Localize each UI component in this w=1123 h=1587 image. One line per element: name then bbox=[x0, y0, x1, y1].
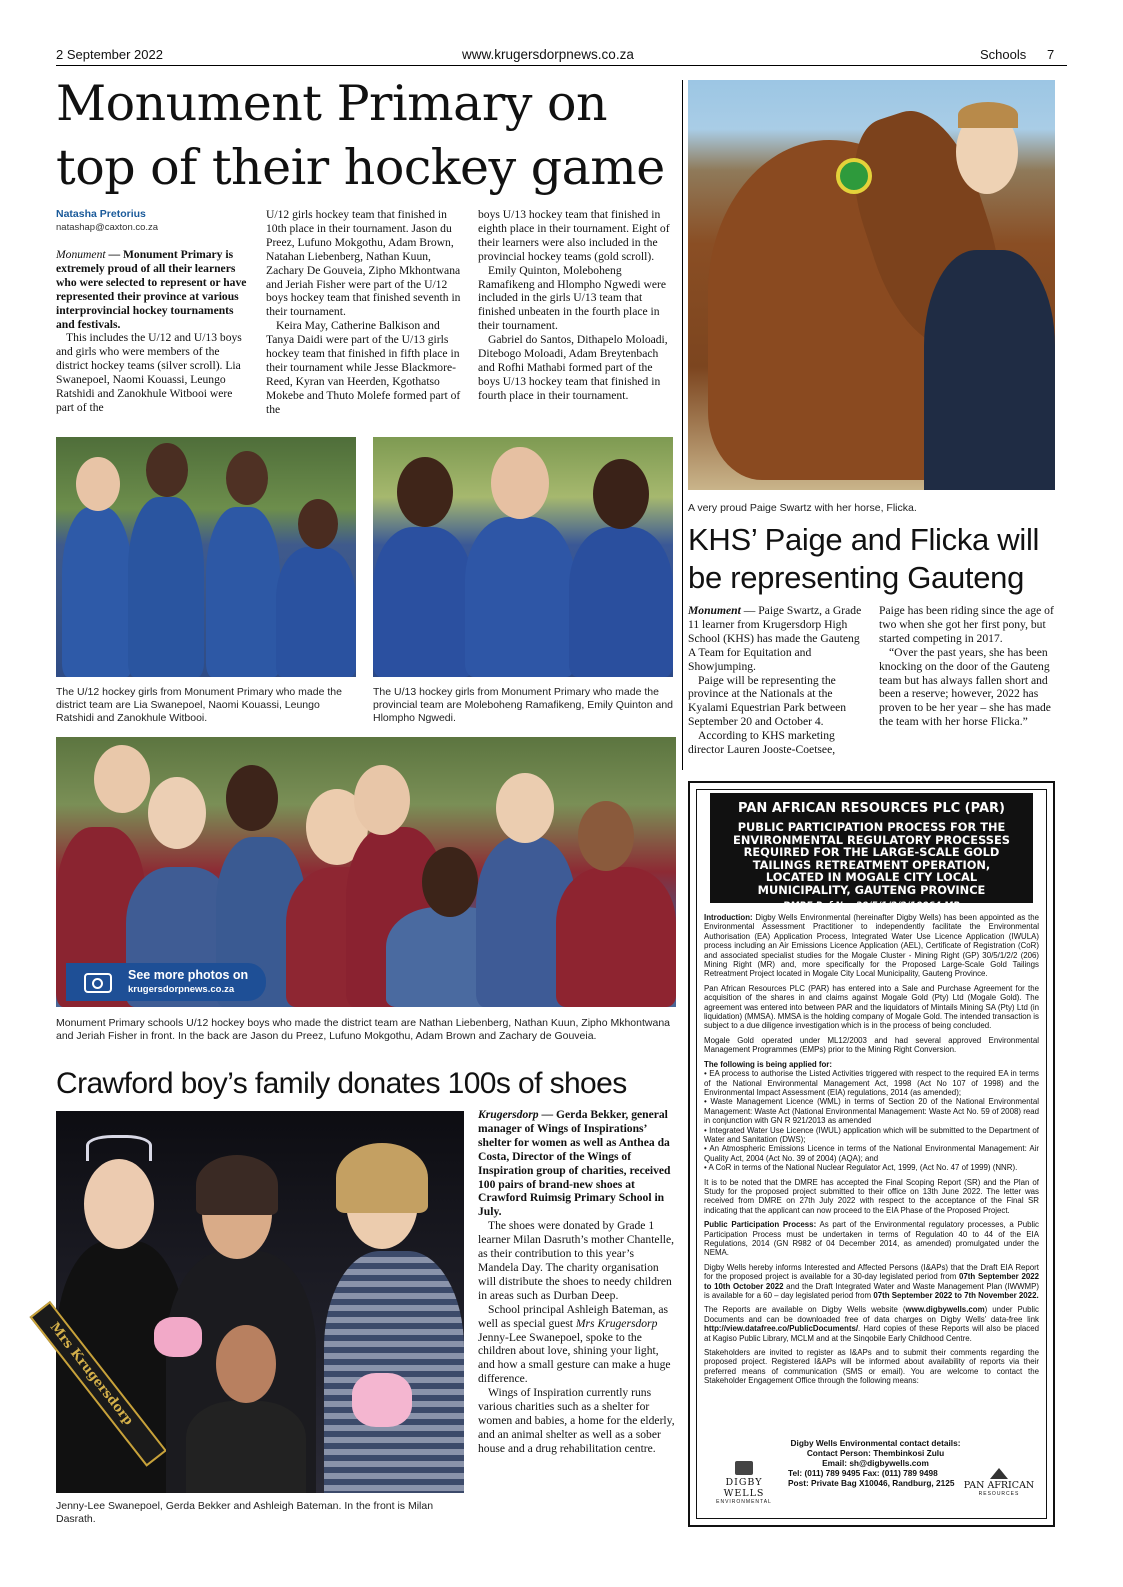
notice-ref: DMRE Ref No: 30/5/1/2/2/10064 MR bbox=[782, 900, 961, 911]
notice-title: PUBLIC PARTICIPATION PROCESS FOR THE ENVIRONMENTAL REGULATORY PROCESSES REQUIRED FOR THE LARGE-SCALE GOLD TAILINGS RETREATMENT OPERATION, LOCATED IN MOGALE CITY LOCAL MUNICIPALITY, GAUTENG PROVINCE bbox=[733, 820, 1010, 897]
crawford-column bbox=[478, 1108, 676, 1528]
hockey-col2-p2: Keira May, Catherine Balkison and Tanya Daidi were part of the U/13 girls hockey team that finished in fifth place in their tournament while Jesse Blackmore-Reed, Kyran van Heerden, Kgothatso Mokebe and Thuto Molefe formed part of the bbox=[266, 319, 461, 416]
notice-contact-email[interactable]: Email: sh@digbywells.com bbox=[822, 1458, 929, 1468]
khs-column-1 bbox=[688, 604, 865, 770]
u12-boys-caption: Monument Primary schools U/12 hockey boys who made the district team are Nathan Liebenberg, Nathan Kuun, Zipho Mkhontwana and Jeriah Fisher in front. In the back are Jason du Preez, Lufuno Mokgothu, Adam Brown and Zachary de Gouveia. bbox=[56, 1017, 670, 1042]
header-rule bbox=[56, 65, 1067, 66]
khs-col1-p1: — Paige Swartz, a Grade 11 learner from Krugersdorp High School (KHS) has made the Gauteng A Team for Equitation and Showjumping. bbox=[688, 604, 862, 673]
u12-boys-photo bbox=[56, 737, 676, 1007]
sash-text: Mrs Krugersdorp bbox=[46, 1319, 136, 1429]
notice-company: PAN AFRICAN RESOURCES PLC (PAR) bbox=[738, 801, 1005, 816]
paige-photo-caption: A very proud Paige Swartz with her horse, Flicka. bbox=[688, 502, 917, 514]
u13-girls-photo bbox=[373, 437, 673, 677]
crown-icon bbox=[86, 1135, 152, 1161]
notice-website-link[interactable]: www.digbywells.com bbox=[905, 1305, 985, 1315]
pan-african-logo: PAN AFRICAN RESOURCES bbox=[959, 1468, 1039, 1497]
hockey-column-2 bbox=[266, 208, 464, 430]
khs-headline-line2: be representing Gauteng bbox=[688, 560, 1025, 595]
hockey-col3-p2: Emily Quinton, Moleboheng Ramafikeng and Hlompho Ngwedi were included in the girls U/13 team that finished unbeaten in the fourth place in their tournament. bbox=[478, 263, 667, 333]
crawford-lead: — Gerda Bekker, general manager of Wings of Inspirations’ shelter for women as well as Anthea da Costa, Director of the Wings of Inspiration group of charities, received 100 pairs of brand-new shoes at Crawford Ruimsig Primary School in July. bbox=[478, 1108, 671, 1219]
hockey-col1-p2: This includes the U/12 and U/13 boys and girls who were members of the district hockey teams (silver scroll). Lia Swanepoel, Naomi Kouassi, Leungo Ratshidi and Zanokhule Witbooi were part of the bbox=[56, 331, 242, 414]
hockey-lead: — Monument Primary is extremely proud of all their learners who were selected to represent or have represented their province at various interprovincial hockey tournaments and festivals. bbox=[56, 248, 247, 331]
pan-african-icon bbox=[990, 1468, 1008, 1479]
khs-headline bbox=[688, 521, 1055, 597]
crawford-p2: The shoes were donated by Grade 1 learner Milan Dasruth’s mother Chantelle, as their contribution to this year’s Mandela Day. The charity organisation will distribute the shoes to needy children in areas such as Durban Deep. bbox=[478, 1219, 675, 1302]
crawford-p4: Wings of Inspiration currently runs various charities such as a shelter for women and babies, a home for the elderly, and an animal shelter as well as a sober house and a drug rehabilitation centre. bbox=[478, 1386, 675, 1455]
khs-headline-line1: KHS’ Paige and Flicka will bbox=[688, 522, 1040, 557]
site-url[interactable]: www.krugersdorpnews.co.za bbox=[462, 47, 634, 62]
hockey-dateline: Monument bbox=[56, 248, 106, 261]
khs-col2-p1: Paige has been riding since the age of two when she got her first pony, but started competing in 2017. bbox=[879, 604, 1054, 645]
byline-email[interactable]: natashap@caxton.co.za bbox=[56, 222, 159, 233]
digby-wells-logo: DIGBY WELLS ENVIRONMENTAL bbox=[704, 1461, 784, 1505]
notice-contact: Digby Wells Environmental contact details: Contact Person: Thembinkosi Zulu Email: sh@digbywells.com Tel: (011) 789 9495 Fax: (011) 789 9498 Post: Private Bag X10046, Randburg, 2125 bbox=[782, 1438, 969, 1488]
hockey-column-3 bbox=[478, 208, 676, 430]
crawford-headline: Crawford boy’s family donates 100s of shoes bbox=[56, 1067, 627, 1100]
hockey-headline bbox=[56, 72, 676, 200]
hockey-col3-p1: boys U/13 hockey team that finished in eighth place in their tournament. Eight of their learners were also included in the provincial hockey teams (gold scroll). bbox=[478, 208, 670, 263]
badge-title: See more photos on bbox=[128, 968, 249, 982]
issue-date: 2 September 2022 bbox=[56, 47, 163, 62]
khs-col1-p2: Paige will be representing the province at the Nationals at the Kyalami Equestrian Park between September 20 and October 4. bbox=[688, 673, 847, 729]
digby-wells-icon bbox=[735, 1461, 753, 1475]
hockey-column-1 bbox=[56, 248, 251, 430]
badge-url[interactable]: krugersdorpnews.co.za bbox=[128, 984, 235, 995]
rosette-icon bbox=[836, 158, 872, 194]
paige-horse-photo bbox=[688, 80, 1055, 490]
khs-dateline: Monument bbox=[688, 604, 741, 617]
pink-shoes-right bbox=[352, 1373, 412, 1427]
hockey-byline bbox=[56, 208, 251, 233]
section-name: Schools bbox=[980, 47, 1027, 62]
hockey-headline-line2: top of their hockey game bbox=[56, 139, 665, 196]
pink-shoes-left bbox=[154, 1317, 202, 1357]
camera-lens-icon bbox=[92, 978, 103, 989]
u12-girls-photo bbox=[56, 437, 356, 677]
notice-header bbox=[710, 793, 1033, 911]
crawford-p3: School principal Ashleigh Bateman, as well as special guest Mrs Krugersdorp Jenny-Lee Swanepoel, spoke to the children about love, shining your light, and how a small gesture can make a huge difference. bbox=[478, 1302, 671, 1386]
crawford-caption: Jenny-Lee Swanepoel, Gerda Bekker and Ashleigh Bateman. In the front is Milan Dasrath. bbox=[56, 1500, 434, 1525]
crawford-dateline: Krugersdorp bbox=[478, 1108, 539, 1121]
hockey-headline-line1: Monument Primary on bbox=[56, 75, 608, 132]
notice-datafree-link[interactable]: http://view.datafree.co/PublicDocuments/ bbox=[704, 1324, 859, 1334]
page-number: 7 bbox=[1047, 47, 1055, 62]
u12-girls-caption: The U/12 hockey girls from Monument Primary who made the district team are Lia Swanepoel, Naomi Kouassi, Leungo Ratshidi and Zanokhule Witbooi. bbox=[56, 686, 342, 724]
byline-author: Natasha Pretorius bbox=[56, 208, 146, 220]
notice-body: Introduction: Digby Wells Environmental (hereinafter Digby Wells) has been appointed as the Environmental Assessment Practitioner to independently facilitate the Environmental Authorisation (EA) Application Process, Integrated Water Use Licence Application (IWULA) process including an Air Emissions Licence Application (AEL), Certificate of Registration (CoR) and associated specialist studies for the Mogale Cluster - Mining Right (GP) 30/5/1/2/2 (206) Mining Right (MR) and, more specifically for the Proposed Large-Scale Gold Tailings Retreatment Project located in Mogale City Local Municipality, Gauteng Province. Pan African Resources PLC (PAR) has entered into a Sale and Purchase Agreement for the acquisition of the shares in and claims against Mogale Gold (Pty) Ltd (Mogale Gold). The agreement was entered into between PAR and the liquidators of Mintails Mining SA (Pty) Ltd (in liquidation) (MMSA). MMSA is the holding company of Mogale Gold. The intended transaction is subject to a due diligence investigation which is in the process of being concluded. Mogale Gold operated under ML12/2003 and had several approved Environmental Management Programmes (EMPs) prior to the Mining Right Conversion. The following is being applied for: • EA process to authorise the Listed Activities triggered with respect to the required EA in terms of the National Environmental Management Act, 1998 (Act No 107 of 1998) and the Environmental Impact Assessment (EIA) regulations, 2014 (as amended); • Waste Management Licence (WML) in terms of Section 20 of the National Environmental Management: Waste Act (National Environmental Management: Waste Act No. 59 of 2008) read in conjunction with GN R 921/2013 as amended • Integrated Water Use Licence (IWUL) application which will be submitted to the Department of Water and Sanitation (DWS); • An Atmospheric Emissions Licence in terms of the National Environmental Management: Air Quality Act, 2004 (Act No. 39 of 2004) (AQA); and • A CoR in terms of the National Nuclear Regulator Act, 1999, (Act No. 47 of 1999) (NNR). It is to be noted that the DMRE has accepted the Final Scoping Report (SR) and the Plan of Study for the proposed project submitted to their office on 13th June 2022. The letter was received from DMRE on 27th July 2022 with respect to the acceptance of the Final SR indicating that the applicant can now proceed to the EIA Phase of the Proposed Project. Public Participation Process: As part of the Environmental regulatory processes, a Public Participation Process must be undertaken in terms of Regulation 40 to 44 of the EIA Regulations, 2014 (GN R982 of 04 December 2014, as amended) promulgated under the NEMA. Digby Wells hereby informs Interested and Affected Persons (I&APs) that the Draft EIA Report for the proposed project is available for a 30-day legislated period from 07th September 2022 to 10th October 2022 and the Draft Integrated Water and Waste Management Plan (IWWMP) is available for a 60 – day legislated period from 07th September 2022 to 7th November 2022. The Reports are available on Digby Wells website (www.digbywells.com) under Public Documents and can be downloaded free of data charges on Digby Wells’ data-free link http://view.datafree.co/PublicDocuments/. Hard copies of these Reports will also be placed at Kagiso Public Library, MCLM and at the Sinqobile Early Childhood Centre. Stakeholders are invited to register as I&APs and to submit their comments regarding the proposed project. Registered I&APs will be informed about availability of reports via their preferred means of communication (SMS or email). You are welcome to contact the Stakeholder Engagement Office through the following means: bbox=[704, 913, 1039, 1386]
par-public-notice bbox=[688, 781, 1055, 1527]
khs-col1-p3: According to KHS marketing director Lauren Jooste-Coetsee, bbox=[688, 729, 836, 757]
see-more-photos-badge[interactable] bbox=[66, 963, 266, 1001]
u13-girls-caption: The U/13 hockey girls from Monument Primary who made the provincial team are Moleboheng Ramafikeng, Emily Quinton and Hlompho Ngwedi. bbox=[373, 686, 673, 724]
khs-col2-p2: “Over the past years, she has been knocking on the door of the Gauteng team but has always fallen short and been a reserve; however, 2022 has proven to be her year – she has made the team with her horse Flicka.” bbox=[879, 645, 1051, 729]
column-divider bbox=[682, 80, 683, 770]
crawford-photo bbox=[46, 1111, 464, 1493]
hockey-col3-p3: Gabriel do Santos, Dithapelo Moloadi, Ditebogo Moloadi, Adam Breytenbach and Rofhi Mathabi formed part of the boys U/13 hockey team that finished in fourth place in their tournament. bbox=[478, 333, 668, 402]
khs-column-2 bbox=[879, 604, 1056, 770]
hockey-col2-p1: U/12 girls hockey team that finished in 10th place in their tournament. Jason du Preez, Lufuno Mokgothu, Adam Brown, Natahan Liebenberg, Nathan Kuun, Zachary De Gouveia, Zipho Mkhontwana and Jeriah Fisher were part of the U/12 boys hockey team that finished seventh in their tournament. bbox=[266, 208, 461, 319]
